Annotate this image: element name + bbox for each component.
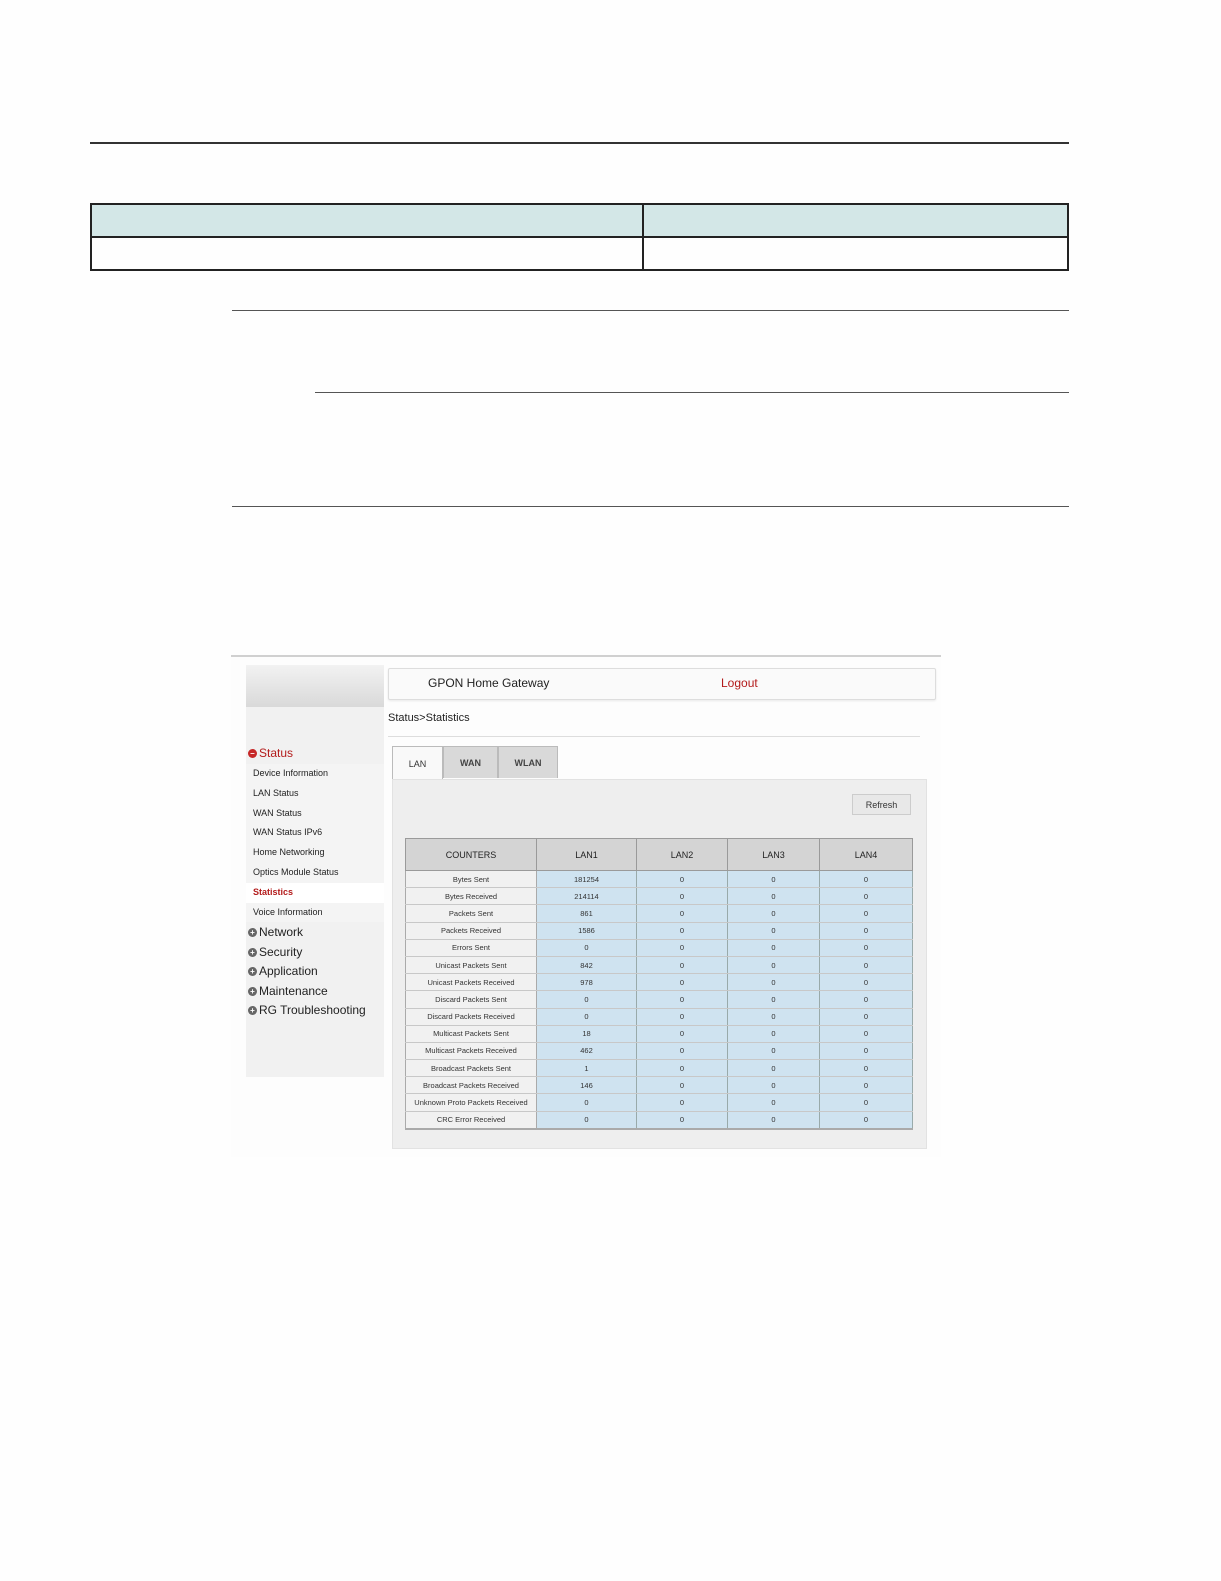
sidebar-group-maintenance[interactable] [248, 984, 328, 998]
sidebar-item-home-networking[interactable]: Home Networking [253, 847, 325, 858]
logout-link[interactable]: Logout [721, 676, 758, 690]
counter-label-cell: Broadcast Packets Received [406, 1077, 537, 1094]
sidebar [246, 665, 384, 1077]
tab-bar [392, 746, 558, 779]
statistics-table [405, 838, 913, 1130]
sidebar-item-voice-information[interactable]: Voice Information [253, 906, 323, 917]
router-screenshot [231, 655, 941, 1157]
counter-value-cell: 181254 [537, 871, 637, 888]
column-header: LAN3 [728, 839, 820, 871]
counter-value-cell: 0 [820, 956, 913, 973]
counter-label-cell: Errors Sent [406, 939, 537, 956]
parameter-table-row [91, 237, 1068, 270]
parameter-table-header-cell [91, 204, 643, 237]
table-row [406, 956, 913, 973]
counter-value-cell: 0 [537, 991, 637, 1008]
counter-value-cell: 0 [637, 991, 728, 1008]
sidebar-group-rg-troubleshooting[interactable] [248, 1003, 366, 1017]
counter-value-cell: 0 [820, 1111, 913, 1129]
parameter-table-cell [91, 237, 643, 270]
expand-icon: + [248, 928, 257, 937]
counter-value-cell: 146 [537, 1077, 637, 1094]
counter-value-cell: 214114 [537, 888, 637, 905]
counter-value-cell: 0 [728, 1077, 820, 1094]
sidebar-group-label: Network [259, 925, 304, 939]
counter-value-cell: 0 [537, 1094, 637, 1111]
counter-value-cell: 842 [537, 956, 637, 973]
counter-value-cell: 0 [820, 905, 913, 922]
expand-icon: + [248, 948, 257, 957]
statistics-panel [392, 779, 927, 1149]
sidebar-item-wan-status[interactable]: WAN Status [253, 807, 302, 818]
counter-value-cell: 0 [728, 974, 820, 991]
table-row [406, 939, 913, 956]
counter-label-cell: Packets Received [406, 922, 537, 939]
counter-value-cell: 0 [637, 1060, 728, 1077]
table-header-row [406, 839, 913, 871]
brand-title: GPON Home Gateway [428, 676, 550, 690]
table-row [406, 871, 913, 888]
refresh-button[interactable]: Refresh [852, 794, 911, 815]
counter-value-cell: 1586 [537, 922, 637, 939]
counter-value-cell: 0 [637, 1008, 728, 1025]
counter-value-cell: 0 [820, 974, 913, 991]
table-row [406, 1111, 913, 1129]
sidebar-group-label: RG Troubleshooting [259, 1003, 366, 1017]
sidebar-group-label: Security [259, 945, 303, 959]
expand-icon: + [248, 967, 257, 976]
table-row [406, 1060, 913, 1077]
collapse-icon: – [248, 749, 257, 758]
counter-value-cell: 0 [537, 1111, 637, 1129]
counter-value-cell: 0 [728, 922, 820, 939]
sidebar-group-status[interactable] [248, 746, 293, 760]
counter-value-cell: 0 [637, 1042, 728, 1059]
sidebar-item-wan-status-ipv6[interactable]: WAN Status IPv6 [253, 827, 323, 838]
counter-value-cell: 0 [728, 956, 820, 973]
section-divider [232, 506, 1069, 507]
counter-value-cell: 0 [728, 939, 820, 956]
counter-value-cell: 0 [820, 922, 913, 939]
expand-icon: + [248, 1006, 257, 1015]
counter-value-cell: 0 [537, 1008, 637, 1025]
counter-value-cell: 0 [637, 905, 728, 922]
expand-icon: + [248, 987, 257, 996]
table-row [406, 991, 913, 1008]
counter-value-cell: 0 [728, 991, 820, 1008]
column-header: LAN1 [537, 839, 637, 871]
counter-value-cell: 0 [728, 1008, 820, 1025]
sidebar-group-label: Maintenance [259, 984, 328, 998]
column-header: LAN4 [820, 839, 913, 871]
counter-value-cell: 0 [637, 888, 728, 905]
counter-label-cell: Multicast Packets Sent [406, 1025, 537, 1042]
counter-value-cell: 861 [537, 905, 637, 922]
counter-label-cell: Unicast Packets Sent [406, 956, 537, 973]
counter-value-cell: 0 [820, 1094, 913, 1111]
counter-value-cell: 0 [637, 1094, 728, 1111]
counter-value-cell: 0 [728, 1111, 820, 1129]
counter-value-cell: 1 [537, 1060, 637, 1077]
counter-value-cell: 0 [728, 1060, 820, 1077]
counter-value-cell: 0 [728, 905, 820, 922]
status-submenu [246, 764, 384, 922]
sidebar-group-network[interactable] [248, 925, 303, 939]
counter-value-cell: 0 [820, 888, 913, 905]
tab-wlan[interactable]: WLAN [498, 746, 558, 778]
counter-value-cell: 0 [728, 871, 820, 888]
counter-value-cell: 0 [728, 1042, 820, 1059]
counter-label-cell: Discard Packets Received [406, 1008, 537, 1025]
counter-label-cell: Broadcast Packets Sent [406, 1060, 537, 1077]
table-row [406, 1077, 913, 1094]
counter-value-cell: 0 [637, 939, 728, 956]
counter-label-cell: CRC Error Received [406, 1111, 537, 1129]
parameter-table [90, 203, 1069, 271]
table-row [406, 1025, 913, 1042]
counter-value-cell: 0 [637, 1111, 728, 1129]
counter-value-cell: 0 [820, 1042, 913, 1059]
counter-value-cell: 18 [537, 1025, 637, 1042]
counter-value-cell: 0 [728, 1094, 820, 1111]
column-header: COUNTERS [406, 839, 537, 871]
counter-value-cell: 0 [820, 991, 913, 1008]
parameter-table-header-row [91, 204, 1068, 237]
header-bar [388, 668, 936, 700]
breadcrumb-divider [388, 736, 920, 737]
sidebar-logo [246, 665, 384, 707]
counter-value-cell: 0 [820, 1077, 913, 1094]
table-row [406, 888, 913, 905]
sidebar-group-label: Status [259, 746, 294, 760]
counter-value-cell: 0 [728, 1025, 820, 1042]
counter-value-cell: 462 [537, 1042, 637, 1059]
counter-label-cell: Unknown Proto Packets Received [406, 1094, 537, 1111]
parameter-table-header-cell [643, 204, 1068, 237]
table-row [406, 905, 913, 922]
counter-value-cell: 978 [537, 974, 637, 991]
counter-label-cell: Unicast Packets Received [406, 974, 537, 991]
counter-label-cell: Discard Packets Sent [406, 991, 537, 1008]
table-row [406, 1008, 913, 1025]
tab-wan[interactable]: WAN [443, 746, 498, 778]
page-header-rule [90, 142, 1069, 144]
column-header: LAN2 [637, 839, 728, 871]
counter-value-cell: 0 [637, 1025, 728, 1042]
counter-value-cell: 0 [637, 922, 728, 939]
counter-value-cell: 0 [637, 956, 728, 973]
statistics-table-body [406, 871, 913, 1129]
table-row [406, 1094, 913, 1111]
table-row [406, 1042, 913, 1059]
table-row [406, 922, 913, 939]
counter-value-cell: 0 [637, 974, 728, 991]
sidebar-group-security[interactable] [248, 945, 302, 959]
counter-value-cell: 0 [537, 939, 637, 956]
sidebar-item-lan-status[interactable]: LAN Status [253, 787, 299, 798]
counter-value-cell: 0 [820, 939, 913, 956]
counter-value-cell: 0 [820, 871, 913, 888]
table-row [406, 974, 913, 991]
counter-label-cell: Bytes Received [406, 888, 537, 905]
counter-value-cell: 0 [637, 871, 728, 888]
parameter-table-cell [643, 237, 1068, 270]
counter-value-cell: 0 [637, 1077, 728, 1094]
sidebar-item-statistics[interactable]: Statistics [246, 883, 384, 903]
counter-value-cell: 0 [728, 888, 820, 905]
counter-label-cell: Multicast Packets Received [406, 1042, 537, 1059]
breadcrumb: Status>Statistics [388, 712, 470, 724]
counter-label-cell: Bytes Sent [406, 871, 537, 888]
counter-value-cell: 0 [820, 1025, 913, 1042]
tab-lan[interactable]: LAN [392, 746, 443, 780]
section-divider [232, 310, 1069, 311]
sidebar-item-optics-module-status[interactable]: Optics Module Status [253, 866, 339, 877]
sidebar-group-application[interactable] [248, 964, 318, 978]
counter-value-cell: 0 [820, 1060, 913, 1077]
section-divider [315, 392, 1069, 393]
sidebar-group-label: Application [259, 964, 318, 978]
counter-value-cell: 0 [820, 1008, 913, 1025]
sidebar-item-device-information[interactable]: Device Information [253, 768, 329, 778]
counter-label-cell: Packets Sent [406, 905, 537, 922]
